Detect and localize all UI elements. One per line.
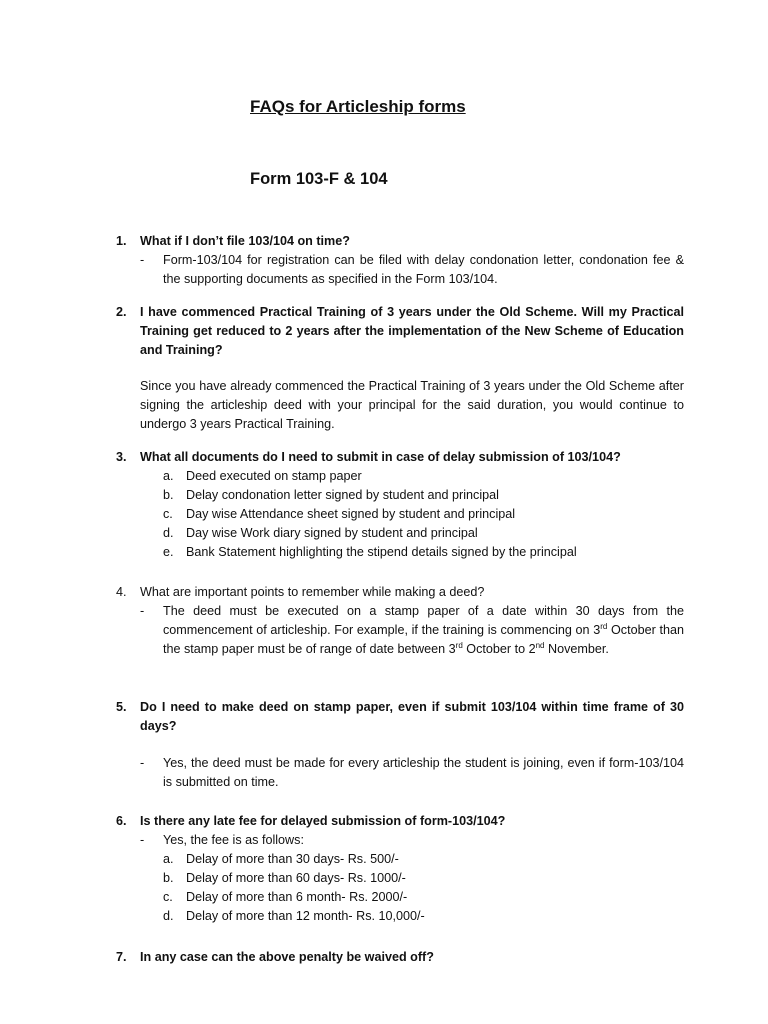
list-item xyxy=(163,486,684,505)
list-item xyxy=(163,888,684,907)
list-letter: c. xyxy=(163,507,173,521)
list-letter: e. xyxy=(163,545,174,559)
form-subtitle: Form 103-F & 104 xyxy=(250,170,388,188)
list-item-text: Delay condonation letter signed by student and principal xyxy=(186,488,499,502)
dash-marker: - xyxy=(140,756,145,770)
document-title: FAQs for Articleship forms xyxy=(250,97,466,116)
list-item xyxy=(163,467,684,486)
answer-text-part: October than the stamp paper must be of range of date between 3 xyxy=(163,623,684,656)
list-letter: a. xyxy=(163,469,174,483)
list-item xyxy=(163,869,684,888)
answer-bullet xyxy=(140,754,684,792)
ordinal-suffix: rd xyxy=(600,621,608,631)
list-item xyxy=(163,524,684,543)
question-number: 2. xyxy=(116,305,127,319)
list-item xyxy=(163,850,684,869)
question-text: Is there any late fee for delayed submission of form-103/104? xyxy=(140,814,506,828)
list-letter: d. xyxy=(163,909,174,923)
answer-text-part: October to 2 xyxy=(462,642,536,656)
answer-text: Since you have already commenced the Practical Training of 3 years under the Old Scheme after signing the articleship deed with your principal for the said duration, you would continue to undergo 3 years Practical Training. xyxy=(140,379,684,431)
list-item-text: Delay of more than 12 month- Rs. 10,000/- xyxy=(186,909,425,923)
dash-marker: - xyxy=(140,253,145,267)
faq-item-7 xyxy=(116,948,684,967)
answer-bullet xyxy=(140,251,684,289)
question-text: I have commenced Practical Training of 3 years under the Old Scheme. Will my Practical Training get reduced to 2 years after the implementation of the New Scheme of Education and Training? xyxy=(140,305,684,357)
faq-item-2 xyxy=(116,303,684,434)
ordinal-suffix: rd xyxy=(455,640,463,650)
dash-marker: - xyxy=(140,833,145,847)
question-text: What if I don’t file 103/104 on time? xyxy=(140,234,350,248)
faq-item-6 xyxy=(116,812,684,926)
question-text: What are important points to remember while making a deed? xyxy=(140,585,485,599)
list-item-text: Day wise Work diary signed by student and principal xyxy=(186,526,478,540)
list-item xyxy=(163,505,684,524)
list-letter: c. xyxy=(163,890,173,904)
question-text: What all documents do I need to submit in case of delay submission of 103/104? xyxy=(140,450,621,464)
list-letter: a. xyxy=(163,852,174,866)
faq-item-5 xyxy=(116,698,684,792)
list-item xyxy=(163,543,684,562)
list-item-text: Deed executed on stamp paper xyxy=(186,469,362,483)
list-letter: b. xyxy=(163,871,174,885)
question-number: 7. xyxy=(116,950,127,964)
faq-item-1 xyxy=(116,232,684,289)
list-item-text: Delay of more than 60 days- Rs. 1000/- xyxy=(186,871,406,885)
faq-item-4 xyxy=(116,583,684,659)
question-number: 6. xyxy=(116,814,127,828)
list-item-text: Delay of more than 6 month- Rs. 2000/- xyxy=(186,890,408,904)
answer-intro: Yes, the fee is as follows: xyxy=(163,833,304,847)
dash-marker: - xyxy=(140,604,145,618)
question-text: Do I need to make deed on stamp paper, even if submit 103/104 within time frame of 30 days? xyxy=(140,700,684,733)
question-number: 5. xyxy=(116,700,127,714)
list-letter: b. xyxy=(163,488,174,502)
answer-text-part: November. xyxy=(544,642,609,656)
question-number: 4. xyxy=(116,585,127,599)
question-number: 1. xyxy=(116,234,127,248)
question-text: In any case can the above penalty be waived off? xyxy=(140,950,434,964)
ordinal-suffix: nd xyxy=(535,640,545,650)
list-letter: d. xyxy=(163,526,174,540)
answer-bullet xyxy=(140,831,684,850)
list-item-text: Delay of more than 30 days- Rs. 500/- xyxy=(186,852,399,866)
list-item-text: Day wise Attendance sheet signed by student and principal xyxy=(186,507,516,521)
list-item-text: Bank Statement highlighting the stipend details signed by the principal xyxy=(186,545,577,559)
list-item xyxy=(163,907,684,926)
question-number: 3. xyxy=(116,450,127,464)
answer-bullet xyxy=(140,602,684,659)
answer-text-part: The deed must be executed on a stamp paper of a date within 30 days from the commencement of articleship. For example, if the training is commencing on 3 xyxy=(163,604,684,637)
faq-item-3 xyxy=(116,448,684,562)
answer-text: Yes, the deed must be made for every articleship the student is joining, even if form-103/104 is submitted on time. xyxy=(163,756,684,789)
answer-text: Form-103/104 for registration can be filed with delay condonation letter, condonation fee & the supporting documents as specified in the Form 103/104. xyxy=(163,253,684,286)
